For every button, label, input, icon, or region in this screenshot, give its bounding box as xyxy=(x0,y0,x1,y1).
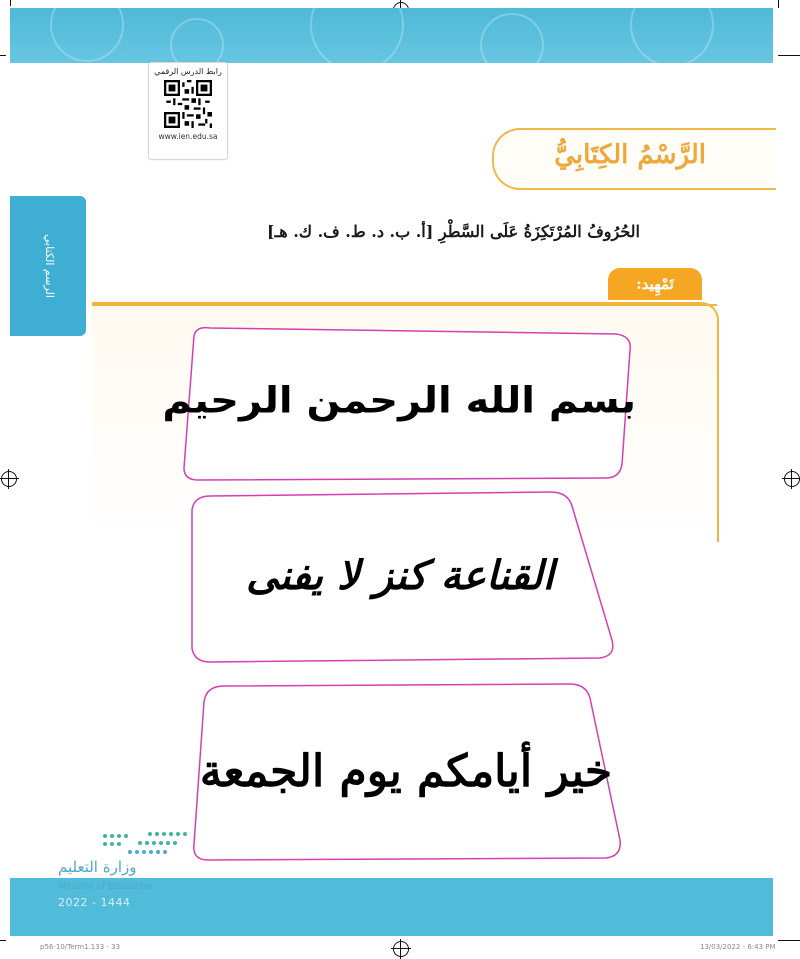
top-header-band xyxy=(10,8,773,63)
calligraphy-card-kufic xyxy=(162,322,636,484)
crop-mark xyxy=(0,55,6,56)
lesson-title: الرَّسْمُ الكِتَابِيُّ xyxy=(554,140,706,170)
ministry-logo-icon xyxy=(100,828,190,858)
qr-url: www.ien.edu.sa xyxy=(158,132,218,141)
print-file-info: p56-10/Term1.133 - 33 xyxy=(40,943,121,951)
crop-mark xyxy=(10,0,11,6)
ministry-name-en: Ministry of Education xyxy=(58,882,153,892)
card-text-kufic: بسم الله الرحمن الرحيم xyxy=(162,380,636,422)
side-chapter-tab xyxy=(10,196,86,336)
card-text-naskh: خير أيامكم يوم الجمعة xyxy=(199,746,613,797)
print-file-date: 13/03/2022 - 6:43 PM xyxy=(700,943,776,951)
registration-mark-icon xyxy=(393,941,409,957)
registration-mark-icon xyxy=(784,471,800,487)
registration-mark-icon xyxy=(1,471,17,487)
qr-label: رابط الدرس الرقمي xyxy=(154,67,222,76)
lesson-title-box xyxy=(492,128,776,190)
side-tab-label: الرسم الكتابي xyxy=(43,234,56,298)
calligraphy-card-diwani xyxy=(180,490,620,665)
lesson-subtitle: الحُرُوفُ المُرْتَكِزَةُ عَلَى السَّطْرِ [أ. ب. د. ط. ف. ك. هـ] xyxy=(266,222,640,241)
crop-mark xyxy=(778,55,800,56)
crop-mark xyxy=(0,940,6,941)
qr-code-icon xyxy=(164,80,212,128)
digital-lesson-qr-card[interactable] xyxy=(148,62,228,160)
crop-mark xyxy=(778,940,800,941)
ministry-name-ar: وزارة التعليم xyxy=(58,858,137,876)
edition-year: 2022 - 1444 xyxy=(58,896,131,909)
calligraphy-card-naskh xyxy=(186,680,626,865)
crop-mark xyxy=(778,0,779,8)
intro-badge: تَمْهِيد: xyxy=(608,268,702,300)
card-text-diwani: القناعة كنز لا يفنى xyxy=(246,552,554,599)
